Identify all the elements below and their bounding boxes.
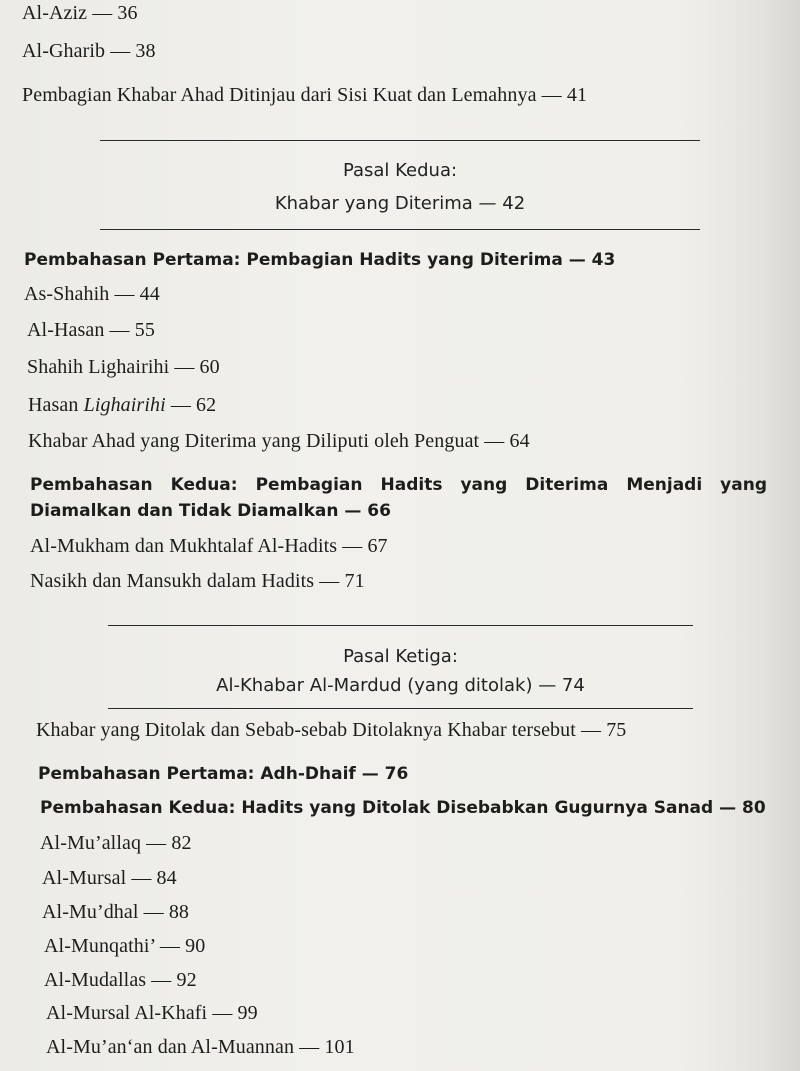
section-heading: Pembahasan Kedua: Hadits yang Ditolak Disebabkan Gugurnya Sanad — 80 — [40, 798, 766, 818]
chapter-title: Pasal Ketiga: — [343, 646, 458, 667]
toc-entry: Al-Gharib — 38 — [22, 40, 156, 62]
section-heading: Pembahasan Pertama: Pembagian Hadits yang Diterima — 43 — [24, 250, 616, 270]
divider — [100, 140, 700, 141]
section-heading: Pembahasan Pertama: Adh-Dhaif — 76 — [38, 764, 409, 784]
divider — [108, 625, 693, 626]
toc-entry: Khabar Ahad yang Diterima yang Diliputi oleh Penguat — 64 — [28, 430, 530, 452]
toc-entry: Pembagian Khabar Ahad Ditinjau dari Sisi Kuat dan Lemahnya — 41 — [22, 84, 588, 106]
chapter-subtitle: Al-Khabar Al-Mardud (yang ditolak) — 74 — [216, 675, 585, 696]
divider — [100, 229, 700, 230]
section-heading: Pembahasan Kedua: Pembagian Hadits yang Diterima Menjadi yang — [30, 475, 767, 495]
toc-entry: Al-Mukham dan Mukhtalaf Al-Hadits — 67 — [30, 535, 388, 557]
toc-entry: Al-Mursal Al-Khafi — 99 — [46, 1002, 258, 1024]
toc-entry — [28, 394, 216, 417]
toc-entry: Al-Mu’allaq — 82 — [40, 832, 192, 854]
toc-entry: Shahih Lighairihi — 60 — [27, 356, 220, 378]
chapter-title: Pasal Kedua: — [342, 160, 458, 181]
toc-entry: Al-Mudallas — 92 — [44, 969, 197, 991]
entry-text: Hasan — [28, 394, 84, 416]
entry-text-italic: Lighairihi — [83, 394, 166, 416]
toc-entry: Al-Hasan — 55 — [27, 319, 155, 341]
divider — [108, 708, 693, 709]
toc-entry: Nasikh dan Mansukh dalam Hadits — 71 — [30, 570, 365, 592]
toc-entry: As-Shahih — 44 — [24, 283, 160, 305]
toc-entry: Al-Mu’dhal — 88 — [42, 901, 190, 923]
toc-entry: Khabar yang Ditolak dan Sebab-sebab Ditolaknya Khabar tersebut — 75 — [36, 719, 627, 741]
toc-entry: Al-Aziz — 36 — [22, 2, 138, 24]
entry-page: — 62 — [165, 394, 217, 416]
toc-entry: Al-Mursal — 84 — [42, 867, 177, 889]
section-heading-continued: Diamalkan dan Tidak Diamalkan — 66 — [30, 501, 391, 521]
toc-entry: Al-Munqathi’ — 90 — [44, 935, 206, 957]
chapter-subtitle: Khabar yang Diterima — 42 — [274, 193, 526, 214]
toc-entry: Al-Mu’an‘an dan Al-Muannan — 101 — [46, 1036, 355, 1058]
